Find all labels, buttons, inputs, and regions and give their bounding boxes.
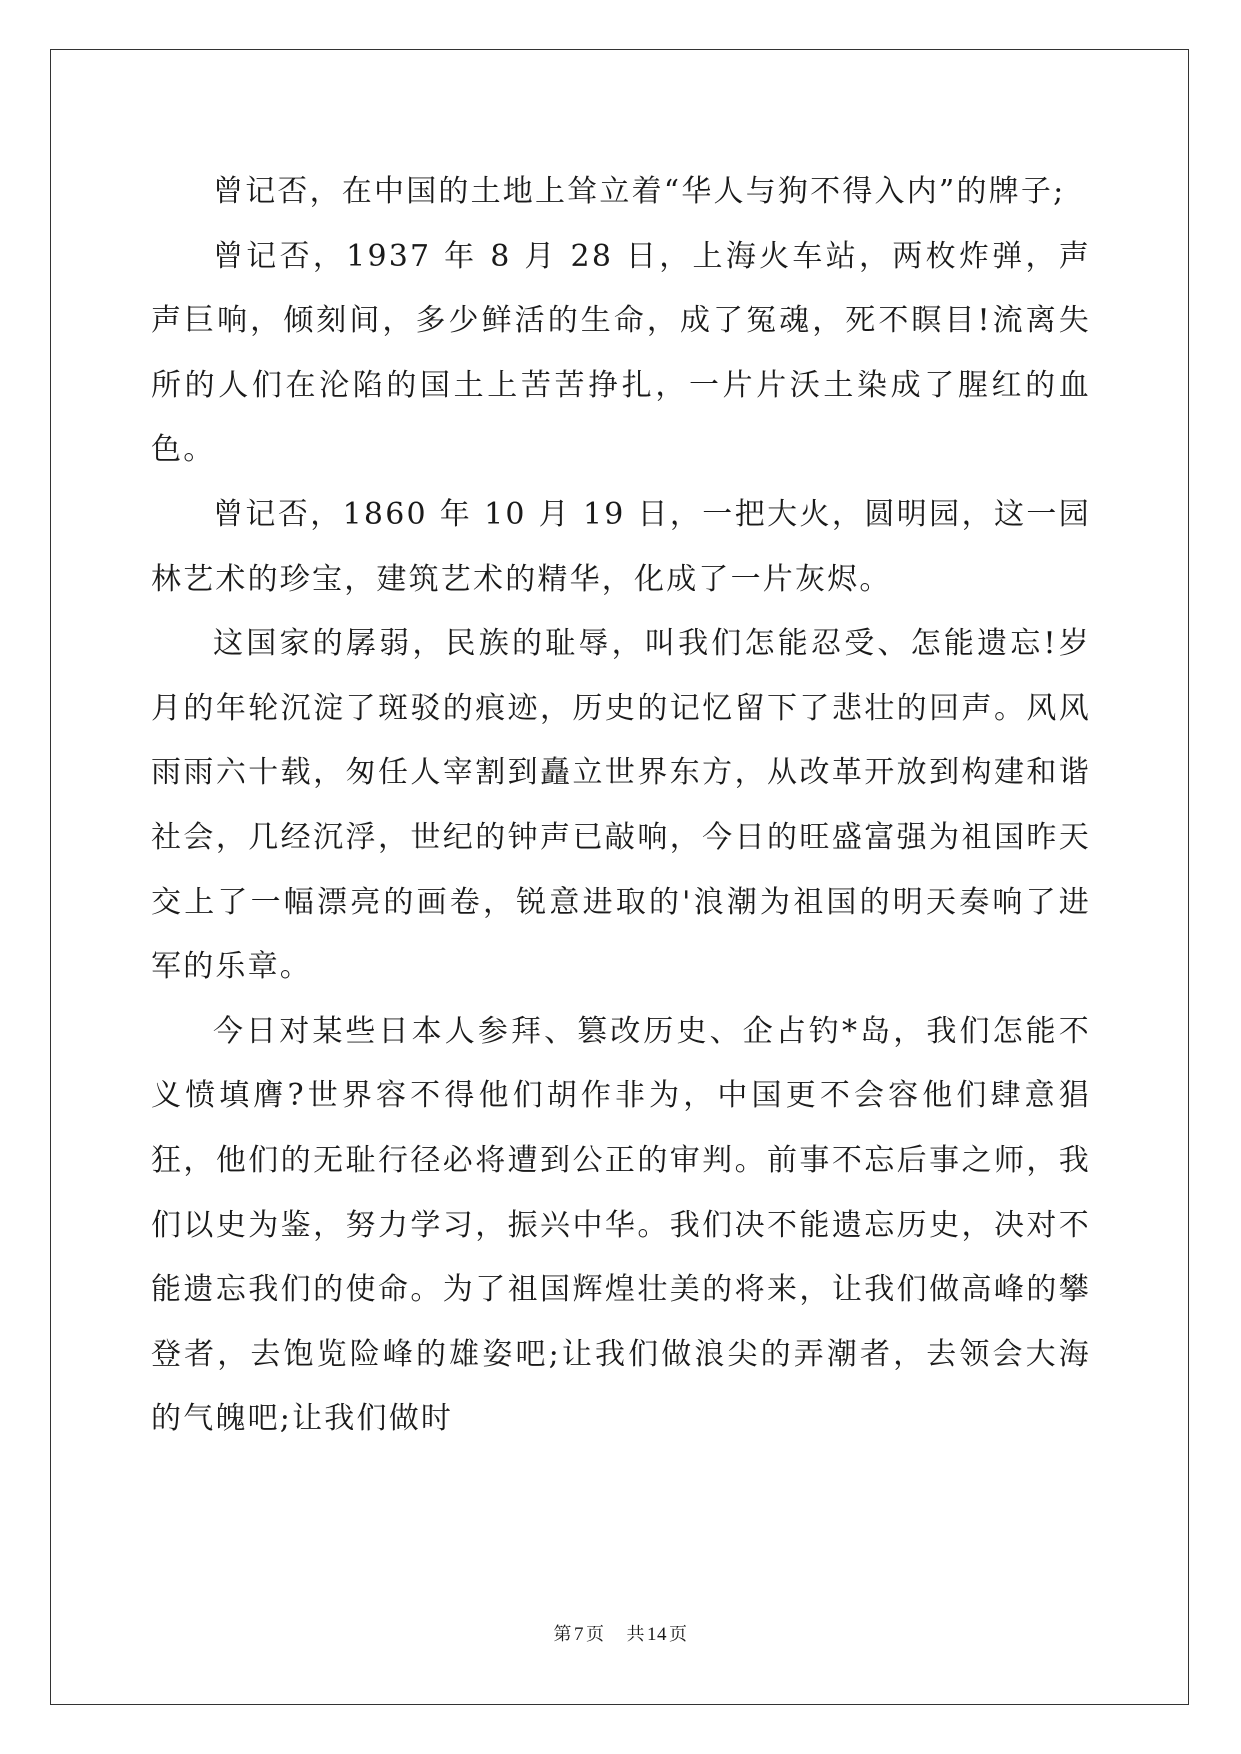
page-prefix: 第 [553,1624,572,1645]
total-pages: 14 [647,1624,667,1645]
paragraph: 今日对某些日本人参拜、篡改历史、企占钓*岛，我们怎能不义愤填膺?世界容不得他们胡作非为，中国更不会容他们肆意猖狂，他们的无耻行径必将遭到公正的审判。前事不忘后事之师，我们以史为鉴，努力学习，振兴中华。我们决不能遗忘历史，决对不能遗忘我们的使命。为了祖国辉煌壮美的将来，让我们做高峰的攀登者，去饱览险峰的雄姿吧;让我们做浪尖的弄潮者，去领会大海的气魄吧;让我们做时 [151,1013,1091,1437]
total-suffix: 页 [669,1624,688,1645]
paragraph: 这国家的孱弱，民族的耻辱，叫我们怎能忍受、怎能遗忘!岁月的年轮沉淀了斑驳的痕迹，历史的记忆留下了悲壮的回声。风风雨雨六十载，匆任人宰割到矗立世界东方，从改革开放到构建和谐社会，几经沉浮，世纪的钟声已敲响，今日的旺盛富强为祖国昨天交上了一幅漂亮的画卷，锐意进取的'浪潮为祖国的明天奏响了进军的乐章。 [151,626,1091,985]
page-suffix: 页 [586,1624,605,1645]
paragraph: 曾记否，1937 年 8 月 28 日，上海火车站，两枚炸弹，声声巨响，倾刻间，多少鲜活的生命，成了冤魂，死不瞑目!流离失所的人们在沦陷的国土上苦苦挣扎，一片片沃土染成了腥红的血色。 [151,238,1091,468]
paragraph: 曾记否，在中国的土地上耸立着“华人与狗不得入内”的牌子; [213,174,1066,209]
page-footer [0,1620,1241,1646]
total-prefix: 共 [626,1624,645,1645]
paragraph: 曾记否，1860 年 10 月 19 日，一把大火，圆明园，这一园林艺术的珍宝，建筑艺术的精华，化成了一片灰烬。 [151,496,1091,597]
document-body [151,160,1091,1452]
page-number: 7 [574,1624,584,1645]
